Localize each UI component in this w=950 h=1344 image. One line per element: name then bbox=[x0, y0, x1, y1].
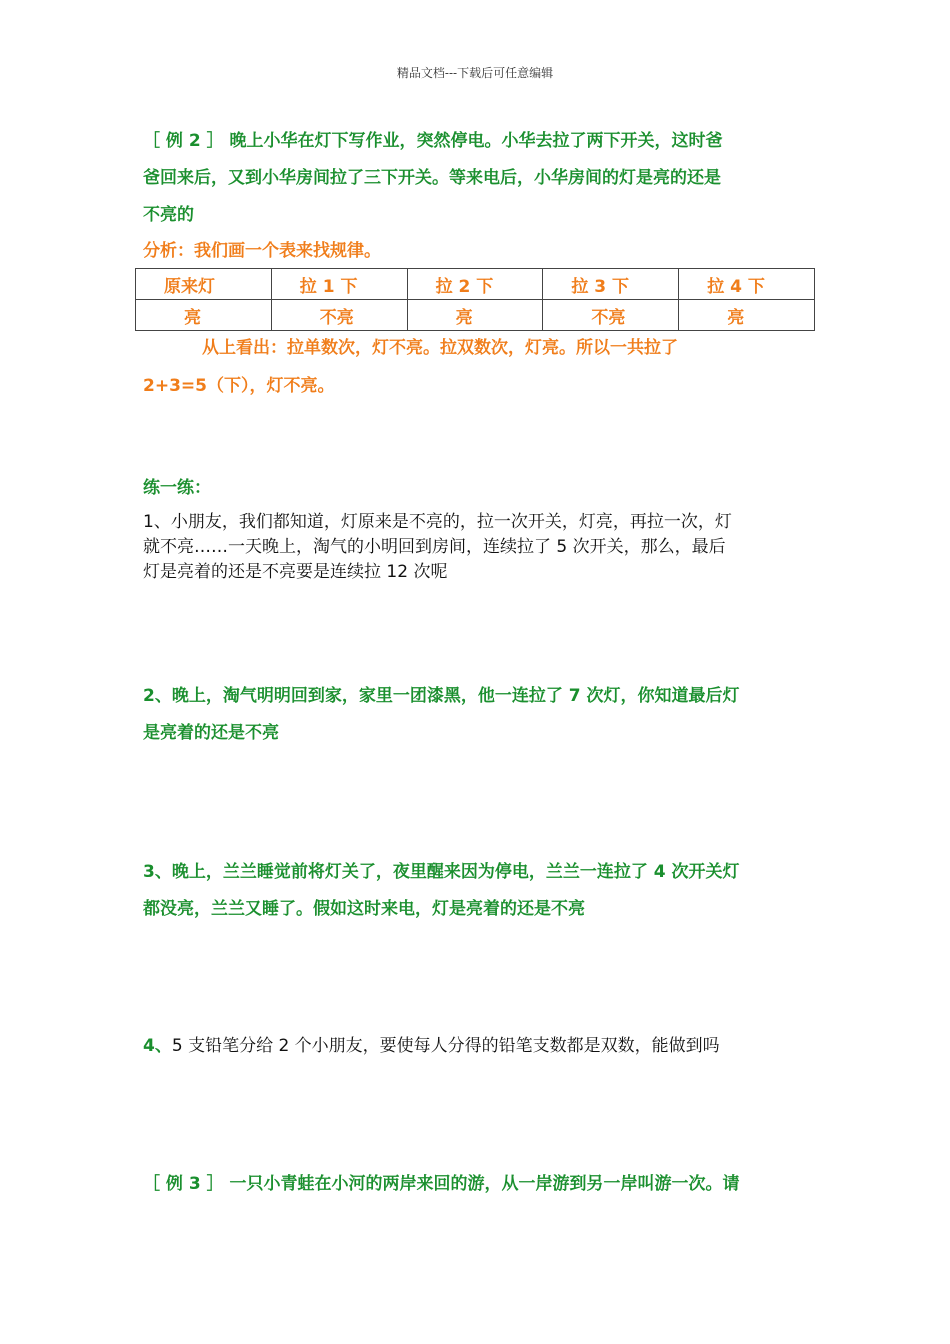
analysis-text: 分析：我们画一个表来找规律。 bbox=[143, 241, 381, 261]
conclusion-line-1: 从上看出：拉单数次，灯不亮。拉双数次，灯亮。所以一共拉了 bbox=[202, 338, 678, 358]
example3-line-1: ［ 例 3 ］ 一只小青蛙在小河的两岸来回的游，从一岸游到另一岸叫游一次。请 bbox=[143, 1174, 740, 1194]
question2-line-1: 2、晚上，淘气明明回到家，家里一团漆黑，他一连拉了 7 次灯，你知道最后灯 bbox=[143, 686, 740, 706]
question4-text: 5 支铅笔分给 2 个小朋友，要使每人分得的铅笔支数都是双数，能做到吗 bbox=[171, 1036, 720, 1056]
example2-line-3: 不亮的 bbox=[143, 205, 194, 225]
table-header-cell: 拉 2 下 bbox=[407, 269, 543, 300]
table-value-cell: 亮 bbox=[407, 300, 543, 331]
question1-line-2: 就不亮……一天晚上，淘气的小明回到房间，连续拉了 5 次开关，那么，最后 bbox=[143, 537, 726, 557]
table-header-cell: 拉 3 下 bbox=[543, 269, 679, 300]
table-value-cell: 亮 bbox=[136, 300, 272, 331]
question1-line-3: 灯是亮着的还是不亮要是连续拉 12 次呢 bbox=[143, 562, 448, 582]
table-header-cell: 拉 1 下 bbox=[271, 269, 407, 300]
question3-line-2: 都没亮，兰兰又睡了。假如这时来电，灯是亮着的还是不亮 bbox=[143, 899, 585, 919]
question2-line-2: 是亮着的还是不亮 bbox=[143, 723, 279, 743]
table-value-cell: 亮 bbox=[679, 300, 815, 331]
page-header: 精品文档---下载后可任意编辑 bbox=[396, 66, 554, 80]
question1-line-1: 1、小朋友，我们都知道，灯原来是不亮的，拉一次开关，灯亮，再拉一次，灯 bbox=[143, 512, 732, 532]
table-row bbox=[136, 300, 815, 331]
table-header-cell: 原来灯 bbox=[136, 269, 272, 300]
example2-line-1: ［ 例 2 ］ 晚上小华在灯下写作业，突然停电。小华去拉了两下开关，这时爸 bbox=[143, 131, 723, 151]
pull-pattern-table bbox=[135, 268, 815, 331]
table-row bbox=[136, 269, 815, 300]
table-value-cell: 不亮 bbox=[271, 300, 407, 331]
practice-title: 练一练： bbox=[143, 478, 211, 498]
example2-line-2: 爸回来后，又到小华房间拉了三下开关。等来电后，小华房间的灯是亮的还是 bbox=[143, 168, 721, 188]
question4 bbox=[143, 1031, 720, 1056]
table-header-cell: 拉 4 下 bbox=[679, 269, 815, 300]
question4-number: 4、 bbox=[143, 1036, 172, 1056]
conclusion-line-2: 2+3=5（下），灯不亮。 bbox=[143, 376, 335, 396]
question3-line-1: 3、晚上，兰兰睡觉前将灯关了，夜里醒来因为停电，兰兰一连拉了 4 次开关灯 bbox=[143, 862, 740, 882]
table-value-cell: 不亮 bbox=[543, 300, 679, 331]
